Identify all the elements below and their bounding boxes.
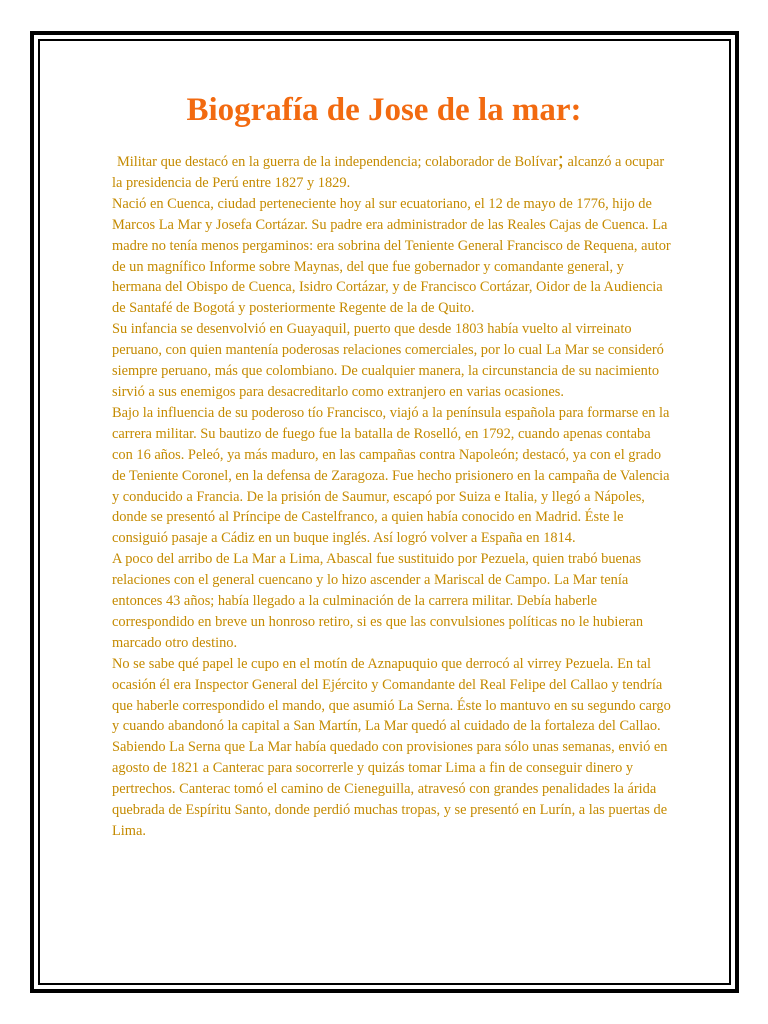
intro-text: Militar que destacó en la guerra de la independencia; colaborador de Bolívar: [117, 154, 558, 170]
intro-paragraph: [112, 146, 672, 194]
intro-semicolon: ;: [557, 146, 564, 171]
document-body: [112, 146, 672, 842]
paragraph-lima-arrival: A poco del arribo de La Mar a Lima, Abascal fue sustituido por Pezuela, quien trabó buenas relaciones con el general cuencano y lo hizo ascender a Mariscal de Campo. La Mar tenía entonces 43 años; había llegado a la culminación de la carrera militar. Debía haberle correspondido en breve un honroso retiro, si es que las convulsiones políticas no le hubieran marcado otro destino.: [112, 551, 644, 651]
document-title: Biografía de Jose de la mar:: [186, 92, 582, 128]
paragraph-canterac: Sabiendo La Serna que La Mar había quedado con provisiones para sólo unas semanas, envió en agosto de 1821 a Canterac para socorrerle y quizás tomar Lima a fin de conseguir dinero y pertrechos. Canterac tomó el camino de Cieneguilla, atravesó con grandes penalidades la árida quebrada de Espíritu Santo, donde perdió muchas tropas, y se presentó en Lurín, a las puertas de Lima.: [112, 739, 668, 839]
paragraph-childhood: Su infancia se desenvolvió en Guayaquil, puerto que desde 1803 había vuelto al virreinato peruano, con quien mantenía poderosas relaciones comerciales, por lo cual La Mar se consideró siempre peruano, más que colombiano. De cualquier manera, la circunstancia de su nacimiento sirvió a sus enemigos para desacreditarlo como extranjero en varias ocasiones.: [112, 321, 664, 400]
intro-text-end: alcanzó a ocupar la presidencia de Perú entre 1827 y 1829.: [112, 154, 665, 191]
paragraph-military-career: Bajo la influencia de su poderoso tío Francisco, viajó a la península española para formarse en la carrera militar. Su bautizo de fuego fue la batalla de Roselló, en 1792, cuando apenas contaba con 16 años. Peleó, ya más maduro, en las campañas contra Napoleón; destacó, ya con el grado de Teniente Coronel, en la defensa de Zaragoza. Fue hecho prisionero en la campaña de Valencia y conducido a Francia. De la prisión de Saumur, escapó por Suiza e Italia, y llegó a Nápoles, donde se presentó al Príncipe de Castelfranco, a quien había conocido en Madrid. Éste le consiguió pasaje a Cádiz en un buque inglés. Así logró volver a España en 1814.: [112, 404, 670, 547]
paragraph-birth: Nació en Cuenca, ciudad perteneciente hoy al sur ecuatoriano, el 12 de mayo de 1776, hijo de Marcos La Mar y Josefa Cortázar. Su padre era administrador de las Reales Cajas de Cuenca. La madre no tenía menos pergaminos: era sobrina del Teniente General Francisco de Requena, autor de un magnífico Informe sobre Maynas, del que fue gobernador y comandante general, y hermana del Obispo de Cuenca, Isidro Cortázar, y de Francisco Cortázar, Oidor de la Audiencia de Santafé de Bogotá y posteriormente Regente de la de Quito.: [112, 195, 671, 317]
paragraph-aznapuquio: No se sabe qué papel le cupo en el motín de Aznapuquio que derrocó al virrey Pezuela. En tal ocasión él era Inspector General del Ejército y Comandante del Real Felipe del Callao y tendría que haberle correspondido el mando, que asumió La Serna. Éste lo mantuvo en su segundo cargo y cuando abandonó la capital a San Martín, La Mar quedó al cuidado de la fortaleza del Callao.: [112, 655, 671, 735]
